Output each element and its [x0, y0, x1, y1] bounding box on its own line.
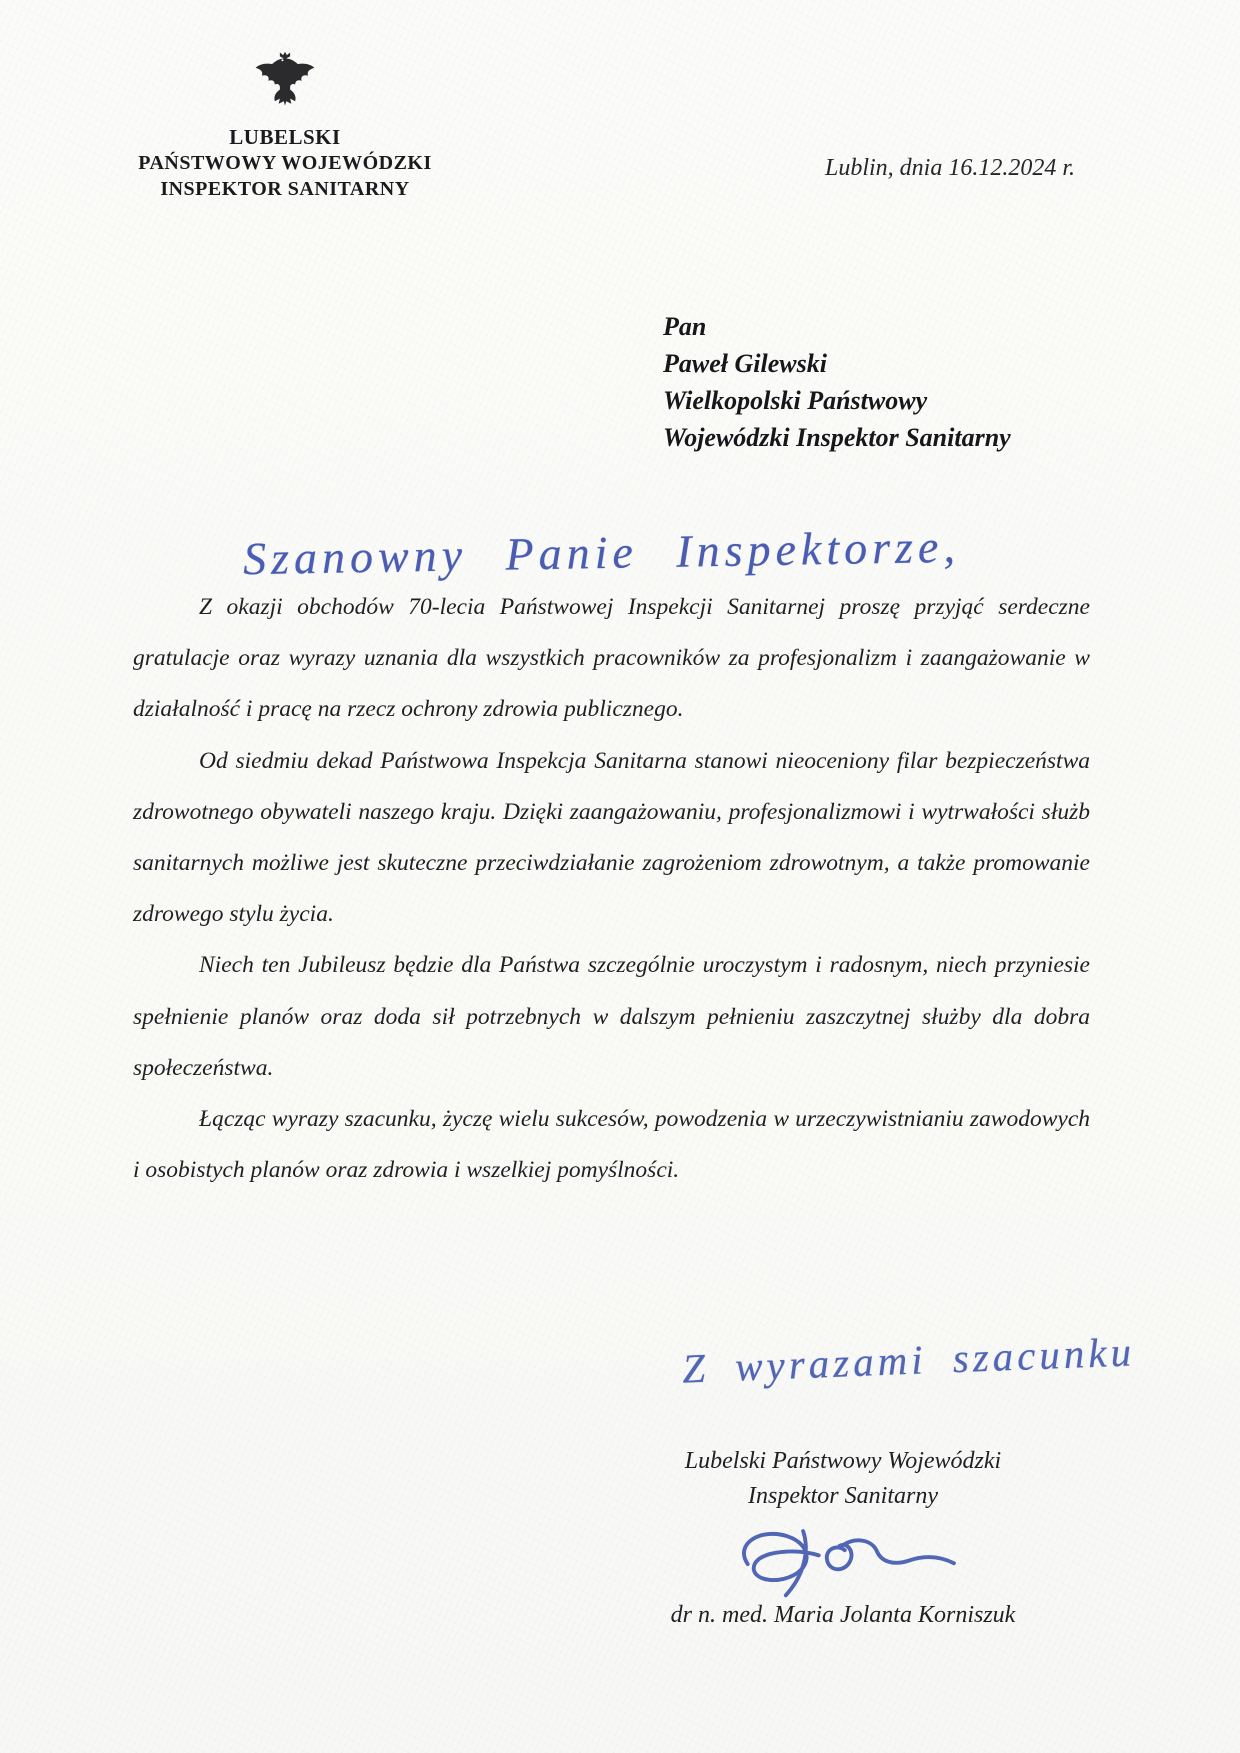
- sender-line-2: PAŃSTWOWY WOJEWÓDZKI: [138, 152, 432, 174]
- polish-eagle-emblem-icon: [253, 50, 317, 114]
- recipient-block: [663, 308, 1011, 456]
- body-paragraph-3: Niech ten Jubileusz będzie dla Państwa szczególnie uroczystym i radosnym, niech przyniesie spełnienie planów oraz doda sił potrzebnych w dalszym pełnieniu zaszczytnej służby dla dobra społeczeństwa.: [133, 952, 1090, 1081]
- signer-name: dr n. med. Maria Jolanta Korniszuk: [670, 1602, 1016, 1628]
- letter-body: [133, 582, 1090, 1196]
- signature-title-line-1: Lubelski Państwowy Wojewódzki: [684, 1448, 1002, 1474]
- handwritten-signature-icon: [713, 1516, 973, 1600]
- sender-header: [105, 50, 465, 202]
- dateline: Lublin, dnia 16.12.2024 r.: [824, 155, 1075, 181]
- signature-block: [593, 1444, 1093, 1629]
- signature-title-line-2: Inspektor Sanitarny: [748, 1483, 938, 1509]
- handwritten-greeting: Szanowny Panie Inspektorze,: [242, 520, 961, 585]
- handwritten-closing: Z wyrazami szacunku: [681, 1328, 1136, 1392]
- body-paragraph-4: Łącząc wyrazy szacunku, życzę wielu sukcesów, powodzenia w urzeczywistnianiu zawodowych i osobistych planów oraz zdrowia i wszelkiej pomyślności.: [133, 1106, 1090, 1184]
- body-paragraph-1: Z okazji obchodów 70-lecia Państwowej Inspekcji Sanitarnej proszę przyjąć serdeczne gratulacje oraz wyrazy uznania dla wszystkich pracowników za profesjonalizm i zaangażowanie w działalność i pracę na rzecz ochrony zdrowia publicznego.: [133, 594, 1090, 723]
- recipient-line-3: Wielkopolski Państwowy: [663, 386, 928, 415]
- sender-line-3: INSPEKTOR SANITARNY: [160, 178, 410, 200]
- recipient-line-1: Pan: [663, 312, 707, 341]
- sender-line-1: LUBELSKI: [229, 125, 341, 149]
- body-paragraph-2: Od siedmiu dekad Państwowa Inspekcja Sanitarna stanowi nieoceniony filar bezpieczeństwa zdrowotnego obywateli naszego kraju. Dzięki zaangażowaniu, profesjonalizmowi i wytrwałości służb sanitarnych możliwe jest skuteczne przeciwdziałanie zagrożeniom zdrowotnym, a także promowanie zdrowego stylu życia.: [133, 747, 1090, 928]
- recipient-line-2: Paweł Gilewski: [663, 349, 827, 378]
- recipient-line-4: Wojewódzki Inspektor Sanitarny: [663, 423, 1011, 452]
